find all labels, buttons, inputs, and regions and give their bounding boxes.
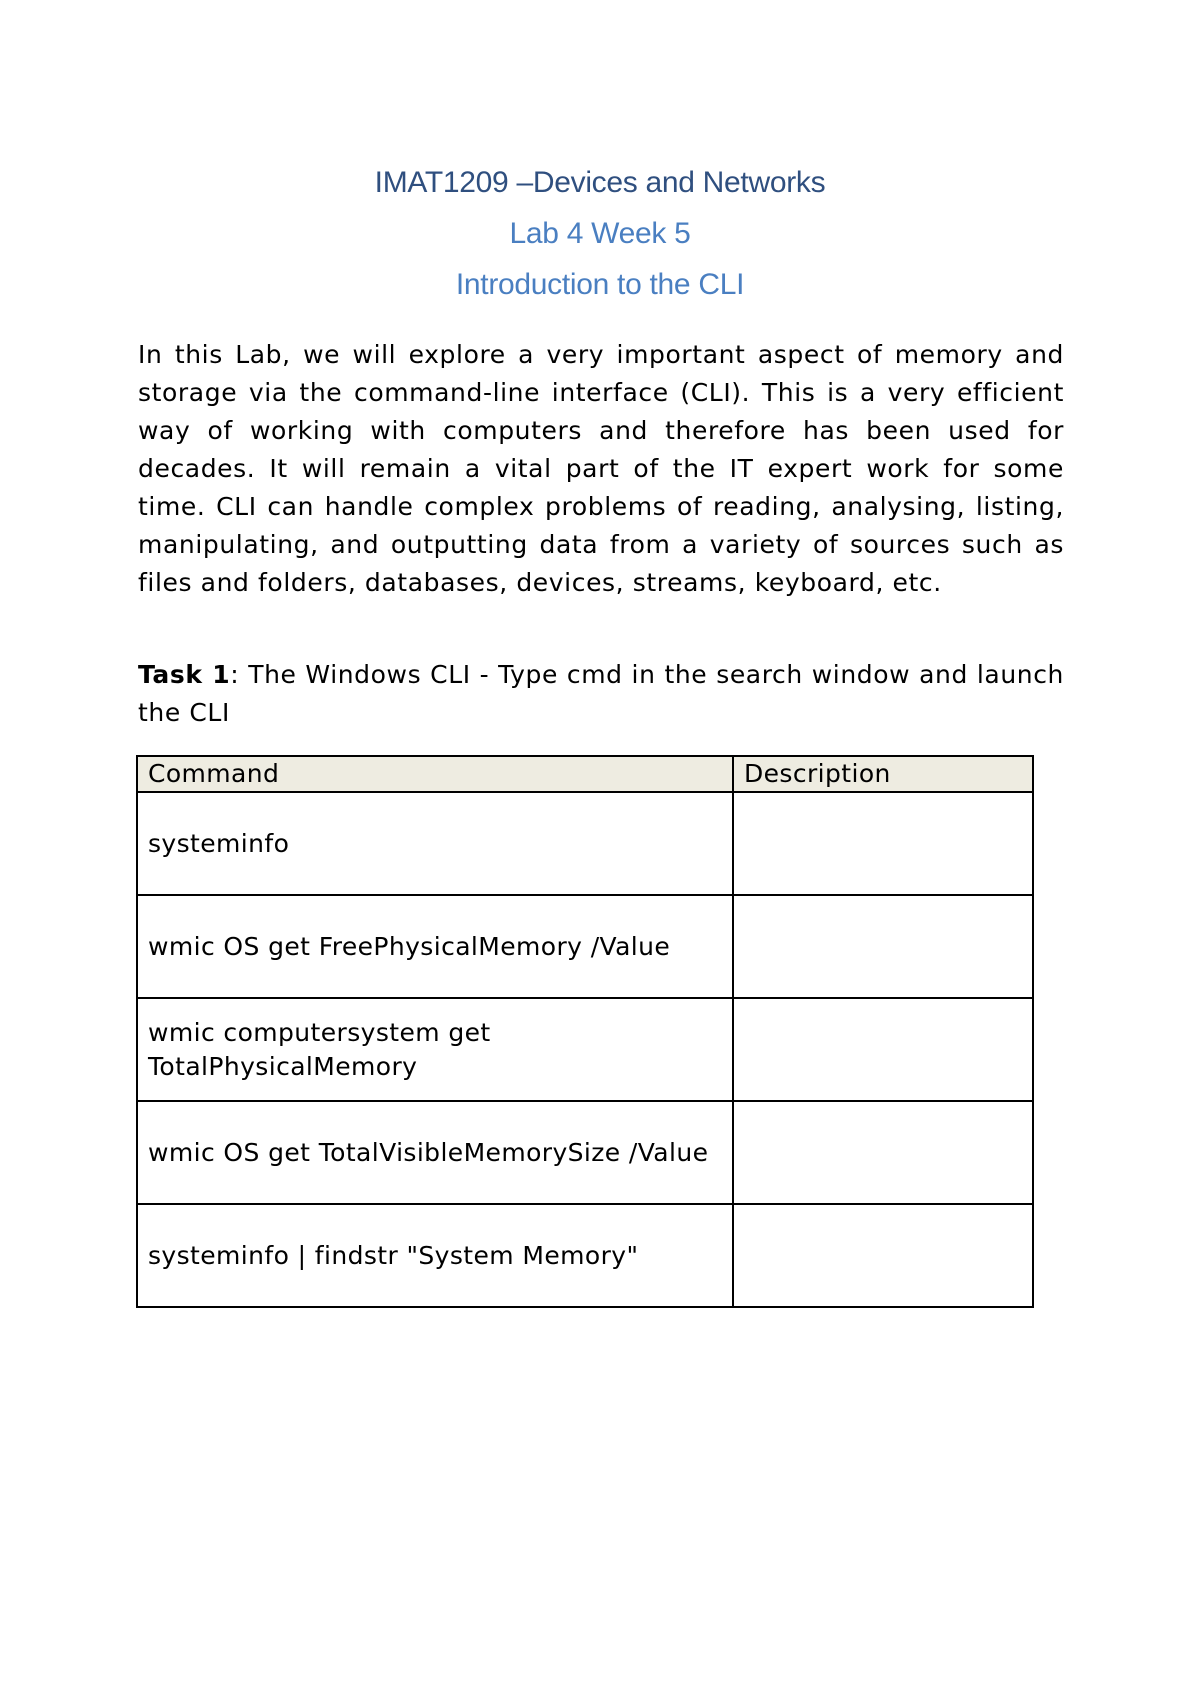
command-cell: wmic OS get TotalVisibleMemorySize /Value xyxy=(137,1101,733,1204)
table-row xyxy=(137,1204,1033,1307)
column-header-description: Description xyxy=(733,756,1033,792)
task-1-instruction: : The Windows CLI - Type cmd in the search window and launch the CLI xyxy=(138,660,1065,727)
column-header-command: Command xyxy=(137,756,733,792)
command-cell: systeminfo | findstr "System Memory" xyxy=(137,1204,733,1307)
task-1-paragraph xyxy=(138,656,1064,732)
description-cell xyxy=(733,792,1033,895)
command-cell: wmic OS get FreePhysicalMemory /Value xyxy=(137,895,733,998)
table-header-row xyxy=(137,756,1033,792)
table-row xyxy=(137,895,1033,998)
table-row xyxy=(137,1101,1033,1204)
course-title: IMAT1209 –Devices and Networks xyxy=(374,166,826,199)
table-row xyxy=(137,792,1033,895)
task-1-label: Task 1 xyxy=(138,660,231,689)
table-row xyxy=(137,998,1033,1101)
topic-heading: Introduction to the CLI xyxy=(455,268,745,301)
description-cell xyxy=(733,998,1033,1101)
command-cell: systeminfo xyxy=(137,792,733,895)
description-cell xyxy=(733,1204,1033,1307)
description-cell xyxy=(733,895,1033,998)
description-cell xyxy=(733,1101,1033,1204)
lab-week-heading: Lab 4 Week 5 xyxy=(509,217,691,250)
command-cell: wmic computersystem get TotalPhysicalMemory xyxy=(137,998,733,1101)
intro-paragraph: In this Lab, we will explore a very important aspect of memory and storage via the command-line interface (CLI). This is a very efficient way of working with computers and therefore has been used for decades. It will remain a vital part of the IT expert work for some time. CLI can handle complex problems of reading, analysing, listing, manipulating, and outputting data from a variety of sources such as files and folders, databases, devices, streams, keyboard, etc. xyxy=(138,340,1064,597)
command-table xyxy=(136,755,1034,1308)
